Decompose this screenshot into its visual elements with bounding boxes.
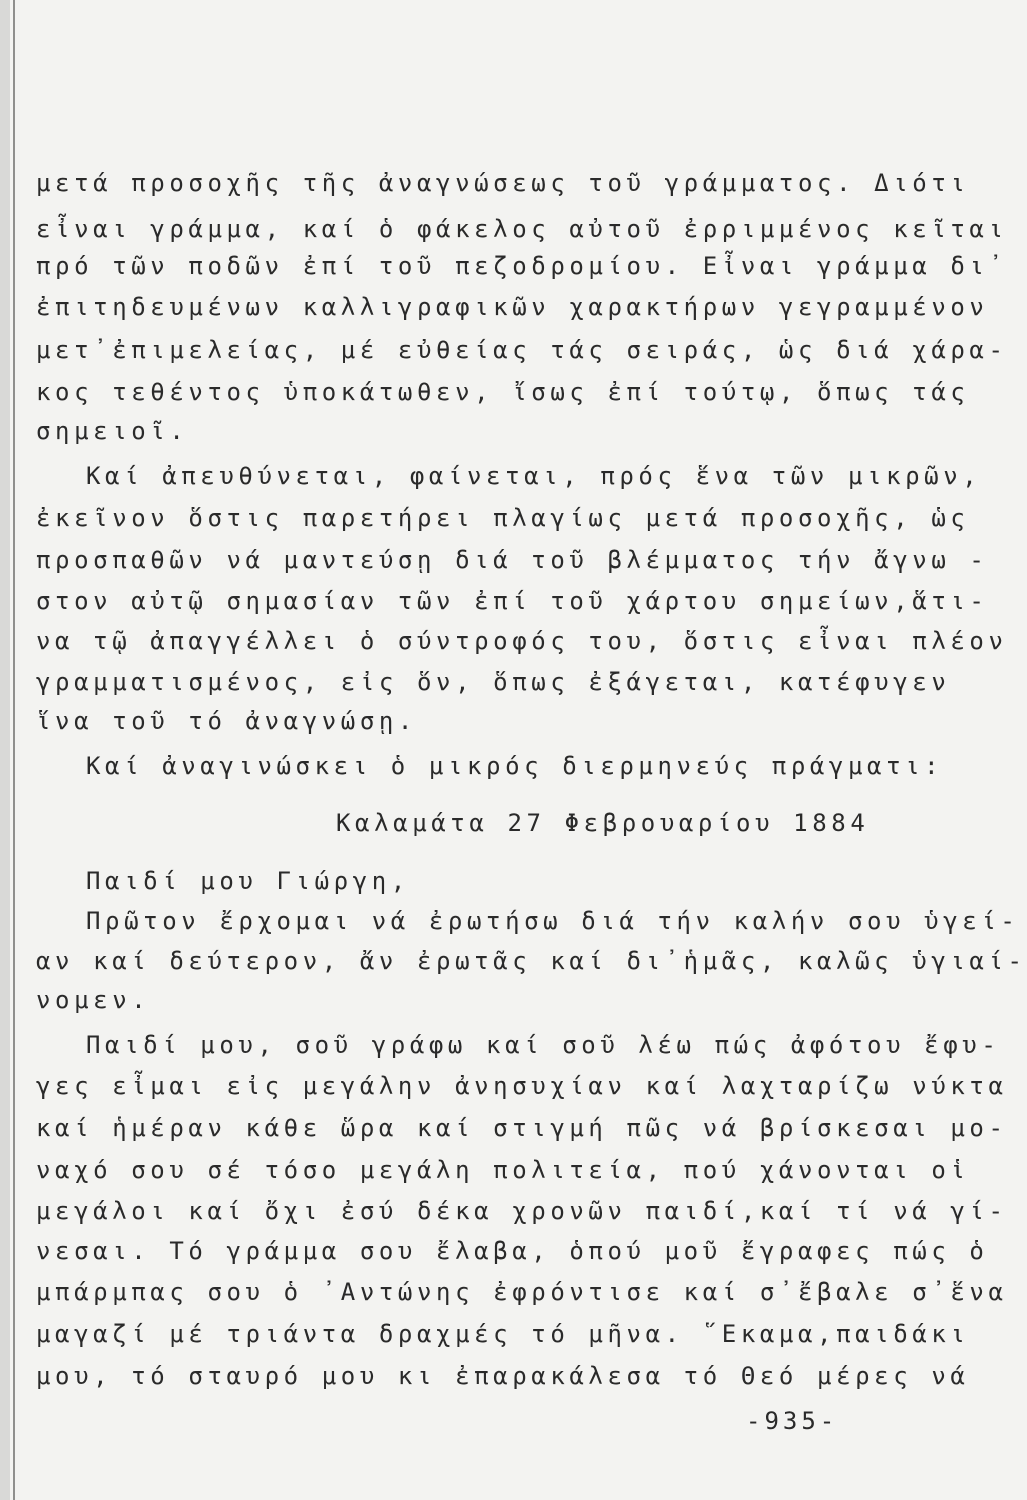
text-line: νομεν. — [36, 986, 151, 1014]
text-line: γες εἶμαι εἰς μεγάλην ἀνησυχίαν καί λαχταρίζω νύκτα — [36, 1072, 1008, 1100]
text-line: στον αὐτῷ σημασίαν τῶν ἐπί τοῦ χάρτου σημείων,ἅτι- — [36, 587, 989, 615]
text-line: μπάρμπας σου ὁ ᾿Αντώνης ἐφρόντισε καί σ᾿ἔβαλε σ᾿ἕνα — [36, 1278, 1008, 1306]
text-line: μετά προσοχῆς τῆς ἀναγνώσεως τοῦ γράμματος. Διότι — [36, 169, 970, 197]
text-line: προσπαθῶν νά μαντεύσῃ διά τοῦ βλέμματος τήν ἄγνω - — [36, 546, 989, 574]
paragraph-first-line: Καί ἀπευθύνεται, φαίνεται, πρός ἕνα τῶν μικρῶν, — [86, 462, 982, 490]
text-line: κος τεθέντος ὑποκάτωθεν, ἴσως ἐπί τούτῳ, ὅπως τάς — [36, 378, 970, 406]
paragraph-first-line: Πρῶτον ἔρχομαι νά ἐρωτήσω διά τήν καλήν σου ὑγεί- — [86, 907, 1020, 935]
text-line: σημειοῖ. — [36, 417, 189, 445]
text-line: ἐπιτηδευμένων καλλιγραφικῶν χαρακτήρων γεγραμμένον — [36, 293, 989, 321]
paragraph-first-line: Καί ἀναγινώσκει ὁ μικρός διερμηνεύς πράγματι: — [86, 752, 944, 780]
text-line: ἵνα τοῦ τό ἀναγνώσῃ. — [36, 707, 417, 735]
text-line: γραμματισμένος, εἰς ὅν, ὅπως ἐξάγεται, κατέφυγεν — [36, 668, 951, 696]
text-line: νεσαι. Τό γράμμα σου ἔλαβα, ὁπού μοῦ ἔγραφες πώς ὁ — [36, 1237, 989, 1265]
text-line: μαγαζί μέ τριάντα δραχμές τό μῆνα. ῞Εκαμα,παιδάκι — [36, 1320, 970, 1348]
text-line: καί ἡμέραν κάθε ὥρα καί στιγμή πῶς νά βρίσκεσαι μο- — [36, 1114, 1008, 1142]
text-line: αν καί δεύτερον, ἄν ἐρωτᾶς καί δι᾿ἡμᾶς, καλῶς ὑγιαί- — [36, 947, 1027, 975]
text-line: πρό τῶν ποδῶν ἐπί τοῦ πεζοδρομίου. Εἶναι γράμμα δι᾿ — [36, 252, 1008, 280]
text-line: να τῷ ἀπαγγέλλει ὁ σύντροφός του, ὅστις εἶναι πλέον — [36, 627, 1008, 655]
text-line: ἐκεῖνον ὅστις παρετήρει πλαγίως μετά προσοχῆς, ὡς — [36, 504, 970, 532]
text-line: μεγάλοι καί ὄχι ἐσύ δέκα χρονῶν παιδί,καί τί νά γί- — [36, 1197, 1008, 1225]
text-line: μετ᾿ἐπιμελείας, μέ εὐθείας τάς σειράς, ὡς διά χάρα- — [36, 336, 1008, 364]
page-number: -935- — [746, 1407, 839, 1435]
paragraph-first-line: Παιδί μου, σοῦ γράφω καί σοῦ λέω πώς ἀφότου ἔφυ- — [86, 1031, 1001, 1059]
text-line: ναχό σου σέ τόσο μεγάλη πολιτεία, πού χάνονται οἱ — [36, 1156, 970, 1184]
letter-salutation: Παιδί μου Γιώργη, — [86, 867, 410, 895]
text-line: εἶναι γράμμα, καί ὁ φάκελος αὐτοῦ ἐρριμμένος κεῖται — [36, 215, 1008, 243]
text-line: μου, τό σταυρό μου κι ἐπαρακάλεσα τό Θεό μέρες νά — [36, 1362, 970, 1390]
letter-date-line: Καλαμάτα 27 Φεβρουαρίου 1884 — [336, 809, 870, 837]
